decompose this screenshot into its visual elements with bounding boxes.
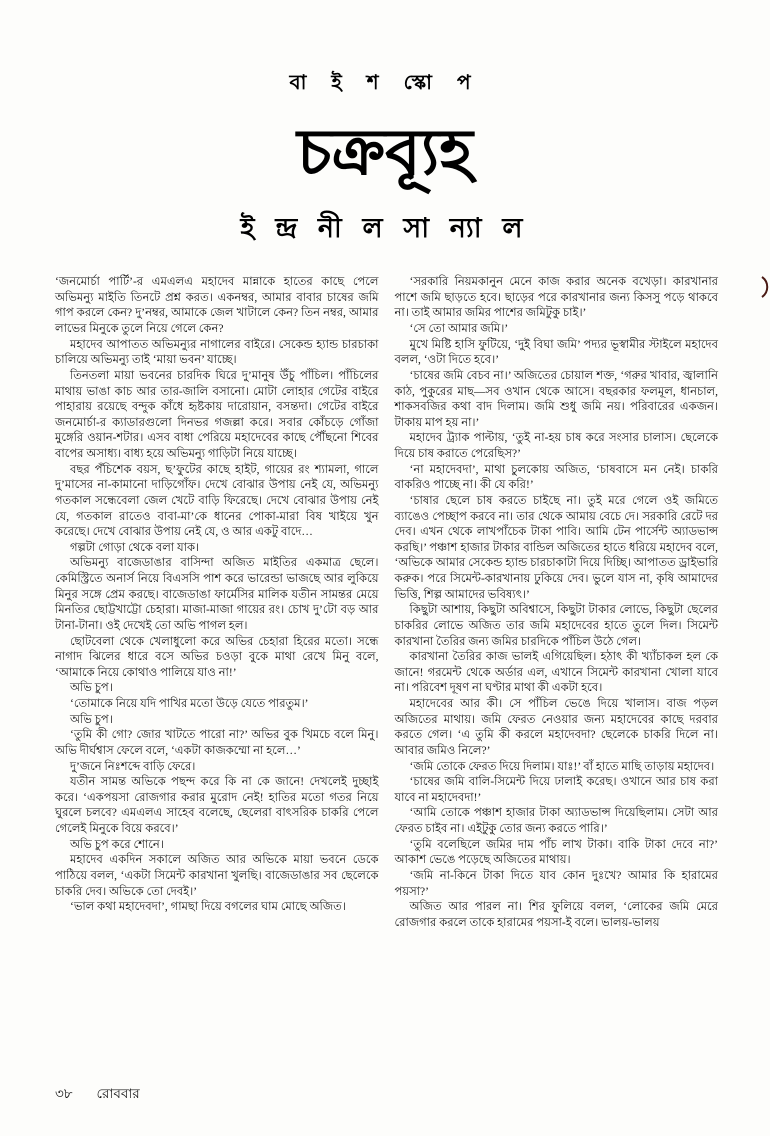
- magazine-name: রোববার: [96, 1086, 140, 1101]
- paragraph: অভি চুপ।: [70, 713, 113, 726]
- paragraph: গল্পটা গোড়া থেকে বলা যাক।: [70, 541, 200, 554]
- section-header: বা ই শ স্কো প: [289, 72, 481, 94]
- paragraph: ‘সে তো আমার জমি।’: [409, 323, 509, 336]
- story-author: ই ন্দ্র নী ল সা ন্যা ল: [240, 213, 530, 244]
- masthead: [0, 0, 770, 253]
- paragraph: অভি চুপ করে শোনে।: [70, 838, 164, 851]
- print-registration-mark: [760, 276, 770, 298]
- paragraph: ‘চাষার ছেলে চাষ করতে চাইছে না। তুই মরে গেলে ওই জমিতে ব্যাঙেও পেচ্ছাপ করবে না। তার থেকে আমায় বেচে দে। সরকারি রেটে দর দেব। এখন থেকে লাখপাঁচেক টাকা পাবি। আমি টেন পার্সেন্ট অ্যাডভান্স করছি।’ পঞ্চাশ হাজার টাকার বান্ডিল অজিতের হাতে ধরিয়ে মহাদেব বলে, ‘অভিকে আমার সেকেন্ড হ্যান্ড চারচাকাটা দিয়ে দিচ্ছি। আপাতত ড্রাইভারি করুক। পরে সিমেন্ট-কারখানায় ঢুকিয়ে দেব। ভুলে যাস না, কৃষি আমাদের ভিত্তি, শিল্প আমাদের ভবিষ্যৎ।’: [394, 494, 718, 601]
- paragraph: মহাদেব ট্র্যাক পাল্টায়, ‘তুই না-হয় চাষ করে সংসার চালাস। ছেলেকে দিয়ে চাষ করাতে পেরেছিস?’: [394, 432, 718, 461]
- paragraph: ‘চাষের জমি বালি-সিমেন্ট দিয়ে ঢালাই করেছ। ওখানে আর চাষ করা যাবে না মহাদেবদা!’: [394, 776, 718, 804]
- paragraph: ‘তুমি কী গো? জোর খাটতে পারো না?’ অভির বুক খিমচে বলে মিনু। অভি দীর্ঘশ্বাস ফেলে বলে, ‘একটা কাজকম্মো না হলে…’: [55, 729, 379, 757]
- paragraph: ছোটবেলা থেকে খেলাধুলো করে অভির চেহারা হিরের মতো। সন্ধে নাগাদ ঝিলের ধারে বসে অভির চওড়া বুকে মাথা রেখে মিনু বলে, ‘আমাকে নিয়ে কোথাও পালিয়ে যাও না!’: [55, 635, 379, 679]
- text-column-left: [55, 275, 379, 931]
- paragraph: যতীন সামন্ত অভিকে পছন্দ করে কি না কে জানে! দেখলেই দুচ্ছাই করে। ‘একপয়সা রোজগার করার মুরোদ নেই! হাতির মতো গতর নিয়ে ঘুরলে চলবে? এমএলএ সাহেব বলেছে, ছেলেরা বাৎসরিক চাকরি পেলে গেলেই মিনুকে বিয়ে করবে।’: [55, 776, 379, 836]
- page-number: ৩৮: [55, 1086, 73, 1101]
- paragraph: মহাদেব একদিন সকালে অজিত আর অভিকে মায়া ভবনে ডেকে পাঠিয়ে বলল, ‘একটা সিমেন্ট কারখানা খুলছি। বাজেডাঙার সব ছেলেকে চাকরি দেব। অভিকে তো দেবই।’: [55, 854, 379, 898]
- paragraph: তিনতলা মায়া ভবনের চারদিক ঘিরে দু’মানুষ উঁচু পাঁচিল। পাঁচিলের মাথায় ভাঙা কাচ আর তার-জালি বসানো। মোটা লোহার গেটের বাইরে পাহারায় রয়েছে বন্দুক কাঁধে হৃষ্টকায় দারোয়ান, বসন্তদা। গেটের বাইরে জনমোর্চা-র ক্যাডারগুলো দিনভর গজল্লা করে। সবার কোঁচড়ে গোঁজা মুঙ্গেরি ওয়ান-শটার। এসব বাধা পেরিয়ে মহাদেবের কাছে পৌঁছনো শিবের বাপের অসাধ্য। বাধ্য হয়ে অভিমন্যু গাড়িটা নিয়ে যাচ্ছে।: [55, 369, 379, 461]
- text-column-right: [395, 275, 719, 931]
- paragraph: ‘তোমাকে নিয়ে যদি পাখির মতো উড়ে যেতে পারতুম।’: [70, 698, 309, 711]
- paragraph: ‘না মহাদেবদা’, মাথা চুলকোয় অজিত, ‘চাষবাসে মন নেই। চাকরি বাকরিও পাচ্ছে না। কী যে করি!’: [394, 463, 718, 492]
- paragraph: ‘আমি তোকে পঞ্চাশ হাজার টাকা অ্যাডভান্স দিয়েছিলাম। সেটা আর ফেরত চাইব না। এইটুকু তোর জন্য করতে পারি।’: [394, 807, 718, 836]
- paragraph: কারখানা তৈরির কাজ ভালই এগিয়েছিল। হঠাৎ কী খ্যাঁচাকল হল কে জানে! গরমেন্ট থেকে অর্ডার এল, এখানে সিমেন্ট কারখানা খোলা যাবে না। পরিবেশ দূষণ না ঘণ্টার মাথা কী একটা হবে।: [394, 651, 718, 695]
- paragraph: ‘চাষের জমি বেচব না।’ অজিতের চোয়াল শক্ত, ‘গরুর খাবার, জ্বালানি কাঠ, পুকুরের মাছ—সব ওখান থেকে আসে। বছরকার ফলমূল, ধানচাল, শাকসবজির কথা বাদ দিলাম। জমি শুধু জমি নয়। পরিবারের একজন। টাকায় মাপ হয় না।’: [394, 369, 718, 429]
- paragraph: ‘ভাল কথা মহাদেবদা’, গামছা দিয়ে বগলের ঘাম মোছে অজিত।: [70, 901, 346, 914]
- paragraph: ‘তুমি বলেছিলে জমির দাম পাঁচ লাখ টাকা। বাকি টাকা দেবে না?’ আকাশ ভেঙে পড়েছে অজিতের মাথায়।: [394, 838, 718, 867]
- page-footer: [55, 1083, 140, 1106]
- paragraph: কিছুটা আশায়, কিছুটা অবিশ্বাসে, কিছুটা টাকার লোভে, কিছুটা ছেলের চাকরির লোভে অজিত তার জমি মহাদেবের হাতে তুলে দিল। সিমেন্ট কারখানা তৈরির জন্য জমির চারদিকে পাঁচিল উঠে গেল।: [394, 604, 718, 648]
- paragraph: মহাদেব আপাতত অভিমন্যুর নাগালের বাইরে। সেকেন্ড হ্যান্ড চারচাকা চালিয়ে অভিমন্যু তাই ‘মায়া ভবন’ যাচ্ছে।: [55, 338, 379, 367]
- article-body: [0, 253, 770, 931]
- paragraph: ‘জনমোর্চা পার্টি’-র এমএলএ মহাদেব মান্নাকে হাতের কাছে পেলে অভিমন্যু মাইতি তিনটে প্রশ্ন করত। একনম্বর, আমার বাবার চাষের জমি গাপ করলে কেন? দু’নম্বর, আমাকে জেল খাটালে কেন? তিন নম্বর, আমার লাভের মিনুকে তুলে নিয়ে গেলে কেন?: [55, 276, 379, 336]
- paragraph: ‘জমি না-কিনে টাকা দিতে যাব কোন দুঃখে? আমার কি হারামের পয়সা?’: [394, 869, 718, 898]
- paragraph: বছর পঁচিশেক বয়স, ছ’ফুটের কাছে হাইট, গায়ের রং শ্যামলা, গালে দু’মাসের না-কামানো দাড়িগোঁফ। দেখে বোঝার উপায় নেই যে, অভিমন্যু গতকাল সন্ধেবেলা জেল খেটে বাড়ি ফিরেছে। দেখে বোঝার উপায় নেই যে, গতকাল রাতেও বাবা-মা’কে ধানের পোকা-মারা বিষ খাইয়ে খুন করেছে। দেখে বোঝার উপায় নেই যে, ও আর একটু বাদে…: [55, 463, 379, 539]
- paragraph: ‘সরকারি নিয়মকানুন মেনে কাজ করার অনেক বখেড়া। কারখানার পাশে জমি ছাড়তে হবে। ছাড়ের পরে কারখানার জন্য কিসসু পড়ে থাকবে না। তাই আমার জমির পাশের জমিটুকু চাই।’: [394, 276, 718, 320]
- paragraph: দু’জনে নিঃশব্দে বাড়ি ফেরে।: [70, 760, 196, 773]
- paragraph: ‘জমি তোকে ফেরত দিয়ে দিলাম। যাঃ!’ বাঁ হাতে মাছি তাড়ায় মহাদেব।: [409, 760, 715, 773]
- story-title: চক্রব্যূহ: [297, 117, 473, 188]
- paragraph: অভি চুপ।: [70, 682, 113, 695]
- paragraph: অভিমন্যু বাজেডাঙার বাসিন্দা অজিত মাইতির একমাত্র ছেলে। কেমিস্ট্রিতে অনার্স নিয়ে বিএসসি পাশ করে ভারেন্ডা ভাজছে আর লুকিয়ে মিনুর সঙ্গে প্রেম করছে। বাজেডাঙা ফার্মেসির মালিক যতীন সামন্তর মেয়ে মিনতির ছোট্টখাট্টো চেহারা। মাজা-মাজা গায়ের রং। চোখ দু’টো বড় আর টানা-টানা। ওই দেখেই তো অভি পাগল হল।: [55, 557, 379, 632]
- paragraph: মুখে মিষ্টি হাসি ফুটিয়ে, ‘দুই বিঘা জমি’ পদ্যর ভূস্বামীর স্টাইলে মহাদেব বলল, ‘ওটা দিতে হবে।’: [394, 338, 718, 367]
- paragraph: অজিত আর পারল না। শির ফুলিয়ে বলল, ‘লোকের জমি মেরে রোজগার করলে তাকে হারামের পয়সা-ই বলে। ভালয়-ভালয়: [394, 901, 718, 929]
- paragraph: মহাদেবের আর কী। সে পাঁচিল ভেঙে দিয়ে খালাস। বাজ পড়ল অজিতের মাথায়। জমি ফেরত নেওয়ার জন্য মহাদেবের কাছে দরবার করতে গেল। ‘এ তুমি কী করলে মহাদেবদা? ছেলেকে চাকরি দিলে না। আবার জমিও নিলে?’: [394, 698, 718, 757]
